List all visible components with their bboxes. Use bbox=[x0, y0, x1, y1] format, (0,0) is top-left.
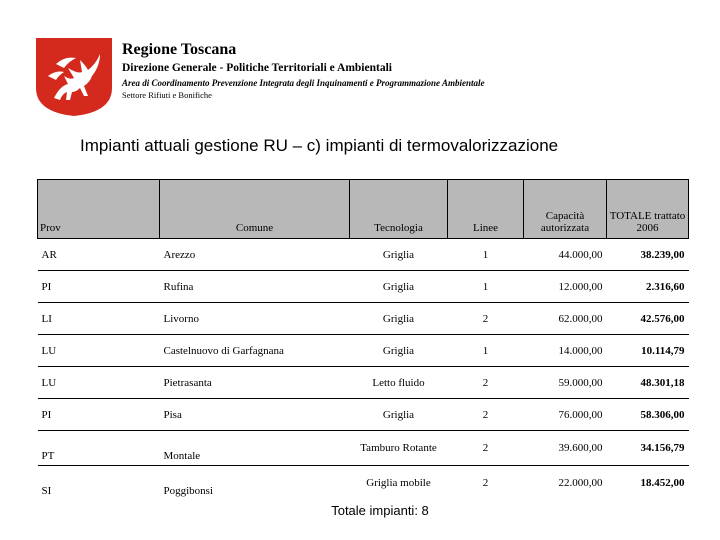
cell-totale: 34.156,79 bbox=[640, 442, 685, 454]
header-block bbox=[122, 42, 484, 99]
cell-tecnologia: Letto fluido bbox=[372, 376, 425, 389]
cell-linee: 2 bbox=[482, 376, 489, 389]
table-row bbox=[38, 466, 689, 501]
cell-capacita: 76.000,00 bbox=[558, 408, 603, 421]
cell-comune: Rufina bbox=[163, 280, 194, 293]
cell-comune: Castelnuovo di Garfagnana bbox=[163, 344, 284, 357]
cell-capacita: 14.000,00 bbox=[558, 344, 603, 357]
total-plants: Totale impianti: 8 bbox=[331, 503, 429, 518]
table-body bbox=[38, 239, 689, 501]
cell-totale: 10.114,79 bbox=[641, 344, 685, 357]
cell-comune: Livorno bbox=[163, 312, 199, 325]
cell-prov: SI bbox=[41, 485, 52, 497]
col-capacita: Capacità autorizzata bbox=[524, 180, 607, 239]
directorate-name: Direzione Generale - Politiche Territoriali e Ambientali bbox=[122, 62, 392, 74]
area-name: Area di Coordinamento Prevenzione Integrata degli Inquinamenti e Programmazione Ambientale bbox=[122, 77, 485, 88]
cell-linee: 1 bbox=[482, 344, 489, 357]
cell-prov: AR bbox=[41, 248, 57, 261]
table-row bbox=[38, 271, 689, 303]
cell-prov: LU bbox=[41, 376, 57, 389]
col-linee: Linee bbox=[448, 180, 524, 239]
cell-comune: Pietrasanta bbox=[163, 376, 212, 389]
cell-tecnologia: Griglia bbox=[382, 408, 415, 421]
table-row bbox=[38, 367, 689, 399]
cell-capacita: 22.000,00 bbox=[558, 477, 603, 489]
cell-linee: 2 bbox=[482, 408, 489, 421]
table-row bbox=[38, 303, 689, 335]
table-row bbox=[38, 335, 689, 367]
cell-capacita: 39.600,00 bbox=[558, 442, 603, 454]
table-header-row bbox=[38, 180, 689, 239]
cell-prov: PI bbox=[41, 408, 52, 421]
cell-capacita: 44.000,00 bbox=[558, 248, 603, 261]
pegasus-emblem-icon bbox=[34, 36, 114, 118]
col-comune: Comune bbox=[160, 180, 350, 239]
cell-tecnologia: Griglia bbox=[382, 248, 415, 261]
cell-totale: 38.239,00 bbox=[640, 248, 685, 261]
cell-tecnologia: Griglia bbox=[382, 344, 415, 357]
cell-totale: 2.316,60 bbox=[646, 280, 685, 293]
table-row bbox=[38, 239, 689, 271]
cell-tecnologia: Tamburo Rotante bbox=[360, 441, 437, 454]
col-prov: Prov bbox=[38, 180, 160, 239]
cell-comune: Montale bbox=[163, 450, 201, 462]
cell-linee: 2 bbox=[482, 312, 489, 325]
cell-comune: Poggibonsi bbox=[163, 485, 214, 497]
cell-prov: PI bbox=[41, 280, 52, 293]
cell-linee: 2 bbox=[482, 442, 489, 454]
cell-prov: LU bbox=[41, 344, 57, 357]
cell-comune: Arezzo bbox=[163, 248, 196, 261]
table-row bbox=[38, 399, 689, 431]
cell-capacita: 59.000,00 bbox=[558, 376, 603, 389]
cell-capacita: 62.000,00 bbox=[558, 312, 603, 325]
cell-prov: PT bbox=[41, 450, 55, 462]
cell-prov: LI bbox=[41, 312, 52, 325]
cell-capacita: 12.000,00 bbox=[558, 280, 603, 293]
regione-toscana-logo bbox=[34, 36, 114, 118]
cell-totale: 42.576,00 bbox=[640, 312, 685, 325]
cell-totale: 58.306,00 bbox=[640, 408, 685, 421]
plants-table bbox=[37, 179, 689, 500]
cell-totale: 18.452,00 bbox=[640, 477, 685, 489]
cell-tecnologia: Griglia mobile bbox=[366, 476, 431, 489]
cell-tecnologia: Griglia bbox=[382, 312, 415, 325]
cell-totale: 48.301,18 bbox=[640, 376, 685, 389]
org-name: Regione Toscana bbox=[122, 41, 237, 58]
cell-comune: Pisa bbox=[163, 408, 182, 421]
cell-linee: 1 bbox=[482, 280, 489, 293]
table-row bbox=[38, 431, 689, 466]
col-tecnologia: Tecnologia bbox=[350, 180, 448, 239]
page-title: Impianti attuali gestione RU – c) impianti di termovalorizzazione bbox=[80, 136, 559, 155]
cell-linee: 1 bbox=[482, 248, 489, 261]
col-totale: TOTALE trattato 2006 bbox=[607, 180, 689, 239]
cell-tecnologia: Griglia bbox=[382, 280, 415, 293]
sector-name: Settore Rifiuti e Bonifiche bbox=[122, 89, 212, 100]
cell-linee: 2 bbox=[482, 477, 489, 489]
